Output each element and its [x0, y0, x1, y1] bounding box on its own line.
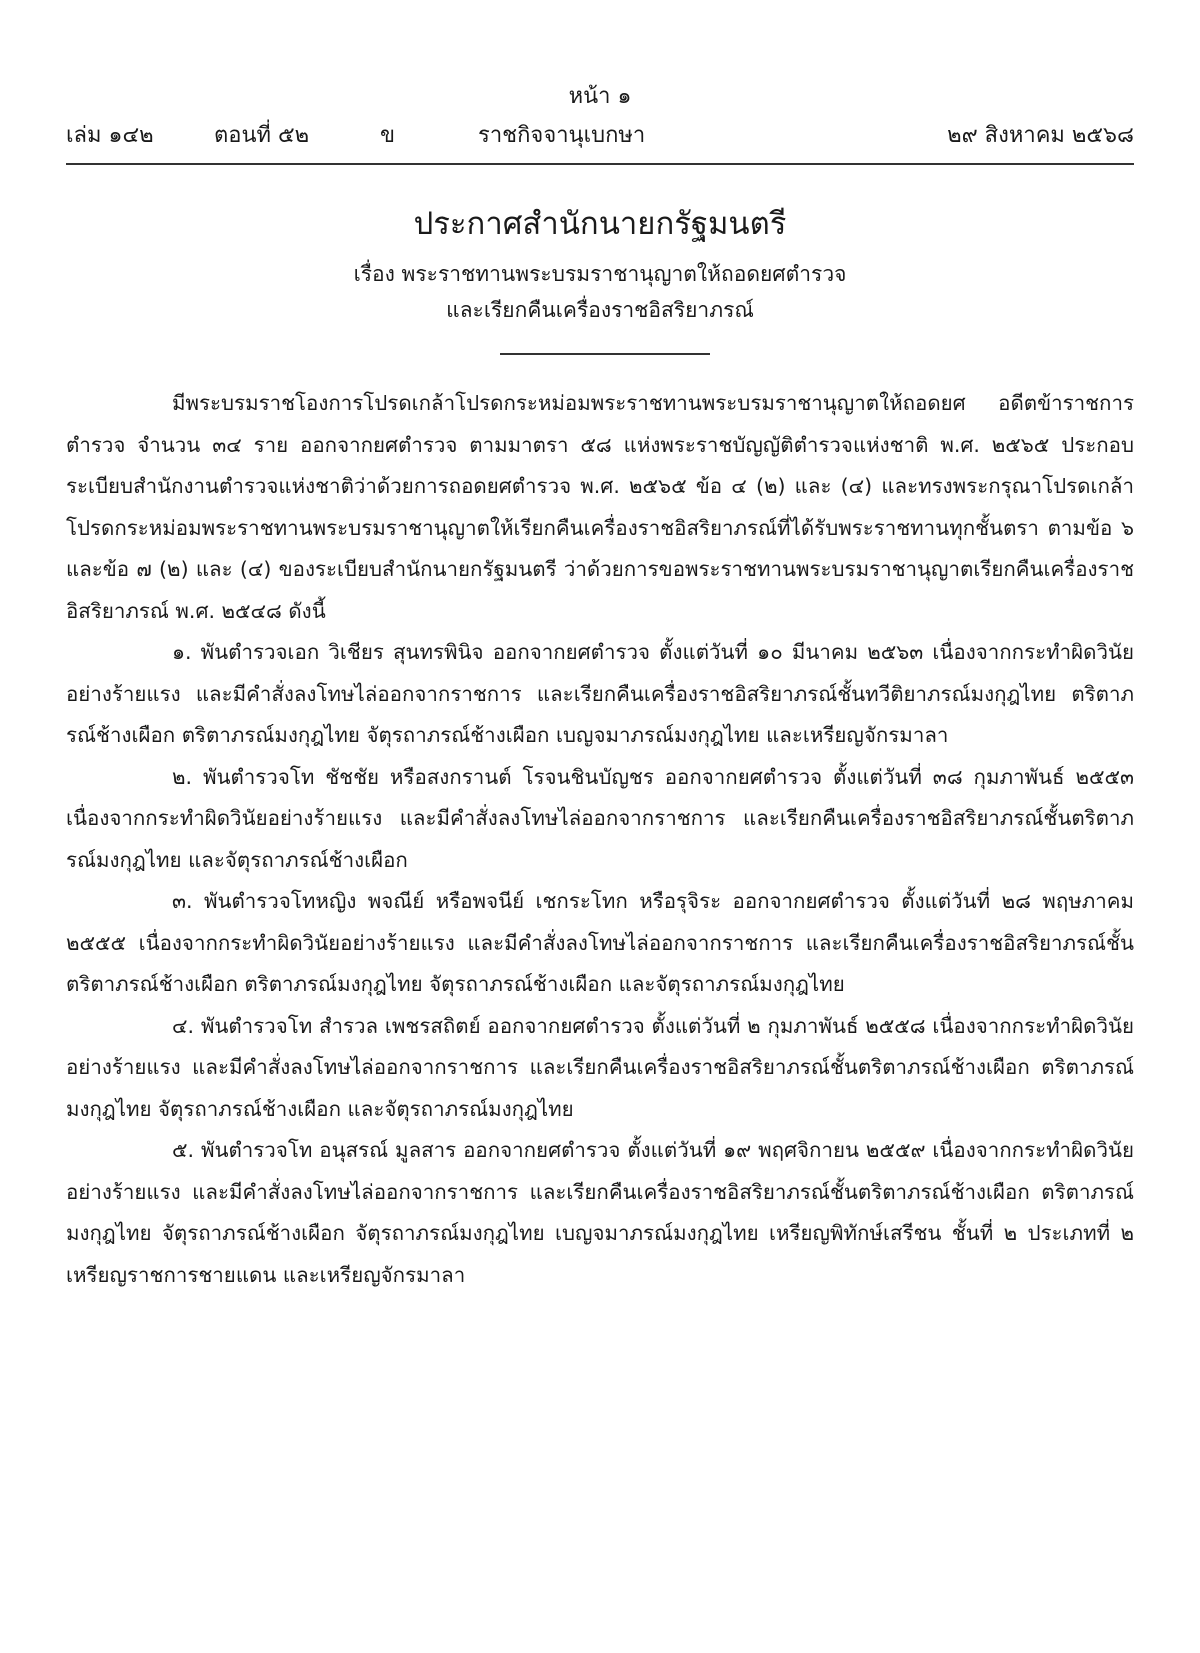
list-item: ๓. พันตำรวจโทหญิง พจณีย์ หรือพจนีย์ เชกระโทก หรือรุจิระ ออกจากยศตำรวจ ตั้งแต่วันที่ ๒๘ พฤษภาคม ๒๕๕๕ เนื่องจากกระทำผิดวินัยอย่างร้ายแรง และมีคำสั่งลงโทษไล่ออกจากราชการ และเรียกคืนเครื่องราชอิสริยาภรณ์ชั้นตริตาภรณ์ช้างเผือก ตริตาภรณ์มงกุฎไทย จัตุรถาภรณ์ช้างเผือก และจัตุรถาภรณ์มงกุฎไทย: [66, 889, 1134, 996]
gazette-header: [66, 120, 1134, 152]
publication-name: ราชกิจจานุเบกษา: [478, 123, 646, 148]
issue-label: ตอนที่ ๕๒: [214, 123, 310, 148]
page-number: หน้า ๑: [568, 84, 632, 109]
title-divider: [500, 353, 710, 355]
volume-label: เล่ม ๑๔๒: [66, 123, 154, 148]
document-subject: [0, 256, 1200, 328]
document-title: ประกาศสำนักนายกรัฐมนตรี: [413, 206, 787, 242]
subject-line-1: เรื่อง พระราชทานพระบรมราชานุญาตให้ถอดยศตำรวจ: [353, 262, 847, 286]
publication-date: ๒๙ สิงหาคม ๒๕๖๘: [947, 123, 1134, 148]
section-label: ข: [380, 123, 396, 148]
subject-line-2: และเรียกคืนเครื่องราชอิสริยาภรณ์: [446, 298, 754, 322]
list-item: ๔. พันตำรวจโท สำรวล เพชรสถิตย์ ออกจากยศตำรวจ ตั้งแต่วันที่ ๒ กุมภาพันธ์ ๒๕๕๘ เนื่องจากกระทำผิดวินัยอย่างร้ายแรง และมีคำสั่งลงโทษไล่ออกจากราชการ และเรียกคืนเครื่องราชอิสริยาภรณ์ชั้นตริตาภรณ์ช้างเผือก ตริตาภรณ์มงกุฎไทย จัตุรถาภรณ์ช้างเผือก และจัตุรถาภรณ์มงกุฎไทย: [66, 1013, 1134, 1121]
preamble-paragraph: มีพระบรมราชโองการโปรดเกล้าโปรดกระหม่อมพระราชทานพระบรมราชานุญาตให้ถอดยศ อดีตข้าราชการตำรวจ จำนวน ๓๔ ราย ออกจากยศตำรวจ ตามมาตรา ๕๘ แห่งพระราชบัญญัติตำรวจแห่งชาติ พ.ศ. ๒๕๖๕ ประกอบระเบียบสำนักงานตำรวจแห่งชาติว่าด้วยการถอดยศตำรวจ พ.ศ. ๒๕๖๕ ข้อ ๔ (๒) และ (๔) และทรงพระกรุณาโปรดเกล้าโปรดกระหม่อมพระราชทานพระบรมราชานุญาตให้เรียกคืนเครื่องราชอิสริยาภรณ์ที่ได้รับพระราชทานทุกชั้นตรา ตามข้อ ๖ และข้อ ๗ (๒) และ (๔) ของระเบียบสำนักนายกรัฐมนตรี ว่าด้วยการขอพระราชทานพระบรมราชานุญาตเรียกคืนเครื่องราชอิสริยาภรณ์ พ.ศ. ๒๕๔๘ ดังนี้: [66, 391, 1134, 623]
list-item: ๑. พันตำรวจเอก วิเชียร สุนทรพินิจ ออกจากยศตำรวจ ตั้งแต่วันที่ ๑๐ มีนาคม ๒๕๖๓ เนื่องจากกระทำผิดวินัยอย่างร้ายแรง และมีคำสั่งลงโทษไล่ออกจากราชการ และเรียกคืนเครื่องราชอิสริยาภรณ์ชั้นทวีติยาภรณ์มงกุฎไทย ตริตาภรณ์ช้างเผือก ตริตาภรณ์มงกุฎไทย จัตุรถาภรณ์ช้างเผือก เบญจมาภรณ์มงกุฎไทย และเหรียญจักรมาลา: [66, 640, 1134, 747]
document-body: [66, 383, 1134, 1296]
list-item: ๕. พันตำรวจโท อนุสรณ์ มูลสาร ออกจากยศตำรวจ ตั้งแต่วันที่ ๑๙ พฤศจิกายน ๒๕๕๙ เนื่องจากกระทำผิดวินัยอย่างร้ายแรง และมีคำสั่งลงโทษไล่ออกจากราชการ และเรียกคืนเครื่องราชอิสริยาภรณ์ชั้นตริตาภรณ์ช้างเผือก ตริตาภรณ์มงกุฎไทย จัตุรถาภรณ์ช้างเผือก จัตุรถาภรณ์มงกุฎไทย เบญจมาภรณ์มงกุฎไทย เหรียญพิทักษ์เสรีชน ชั้นที่ ๒ ประเภทที่ ๒ เหรียญราชการชายแดน และเหรียญจักรมาลา: [66, 1138, 1134, 1287]
header-divider: [66, 163, 1134, 165]
list-item: ๒. พันตำรวจโท ชัชชัย หรือสงกรานต์ โรจนชินบัญชร ออกจากยศตำรวจ ตั้งแต่วันที่ ๓๘ กุมภาพันธ์ ๒๕๕๓ เนื่องจากกระทำผิดวินัยอย่างร้ายแรง และมีคำสั่งลงโทษไล่ออกจากราชการ และเรียกคืนเครื่องราชอิสริยาภรณ์ชั้นตริตาภรณ์มงกุฎไทย และจัตุรถาภรณ์ช้างเผือก: [66, 764, 1134, 872]
